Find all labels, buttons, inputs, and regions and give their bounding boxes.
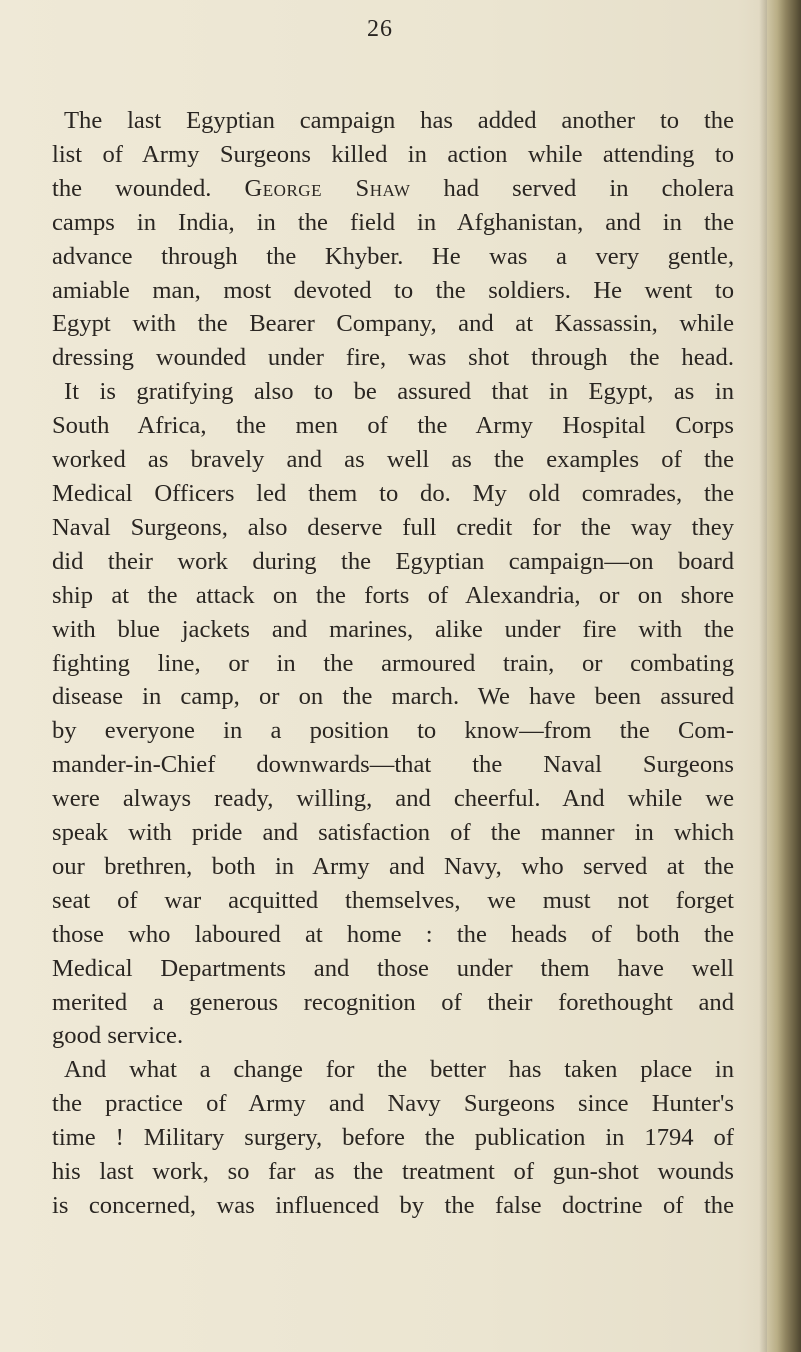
text-line: did their work during the Egyptian campaign—on board <box>52 547 734 575</box>
text-line: amiable man, most devoted to the soldiers. He went to <box>52 276 734 304</box>
text-line: It is gratifying also to be assured that in Egypt, as in <box>64 378 734 406</box>
text-line: disease in camp, or on the march. We have been assured <box>52 683 734 711</box>
text-line: speak with pride and satisfaction of the manner in which <box>52 819 734 847</box>
text-line: Naval Surgeons, also deserve full credit for the way they <box>52 513 734 541</box>
text-line: dressing wounded under fire, was shot through the head. <box>52 344 734 372</box>
text-span: had served in cholera <box>443 174 734 202</box>
text-line: camps in India, in the field in Afghanistan, and in the <box>52 208 734 236</box>
body-text <box>52 104 734 1223</box>
text-line: his last work, so far as the treatment of gun-shot wounds <box>52 1158 734 1186</box>
text-line: merited a generous recognition of their forethought and <box>52 988 734 1016</box>
text-line: fighting line, or in the armoured train, or combating <box>52 649 734 677</box>
text-span: the wounded. <box>52 174 212 202</box>
text-line: list of Army Surgeons killed in action while attending to <box>52 140 734 168</box>
text-line: by everyone in a position to know—from the Com- <box>52 717 734 745</box>
text-line: were always ready, willing, and cheerful. And while we <box>52 785 734 813</box>
text-line: worked as bravely and as well as the examples of the <box>52 446 734 474</box>
text-line: advance through the Khyber. He was a very gentle, <box>52 242 734 270</box>
text-line: the practice of Army and Navy Surgeons since Hunter's <box>52 1090 734 1118</box>
text-line: is concerned, was influenced by the false doctrine of the <box>52 1192 734 1219</box>
text-line: ship at the attack on the forts of Alexandria, or on shore <box>52 581 734 609</box>
book-binding-edge <box>767 0 801 1352</box>
page-number: 26 <box>367 16 393 42</box>
text-line: our brethren, both in Army and Navy, who served at the <box>52 852 734 880</box>
text-line: good service. <box>52 1022 184 1050</box>
text-line: South Africa, the men of the Army Hospital Corps <box>52 412 734 440</box>
text-line: Medical Officers led them to do. My old comrades, the <box>52 479 734 507</box>
text-line: those who laboured at home : the heads of both the <box>52 920 734 948</box>
text-line: mander-in-Chief downwards—that the Naval Surgeons <box>52 751 734 779</box>
text-line: The last Egyptian campaign has added another to the <box>64 107 734 134</box>
text-line: time ! Military surgery, before the publication in 1794 of <box>52 1124 734 1152</box>
text-line: with blue jackets and marines, alike under fire with the <box>52 615 734 643</box>
text-line: seat of war acquitted themselves, we must not forget <box>52 886 734 914</box>
text-line: And what a change for the better has taken place in <box>64 1056 734 1084</box>
page-gutter-shadow <box>759 0 767 1352</box>
text-line: Medical Departments and those under them have well <box>52 954 734 982</box>
text-line: Egypt with the Bearer Company, and at Kassassin, while <box>52 310 734 338</box>
person-name: George Shaw <box>244 174 411 202</box>
text-line <box>52 172 734 206</box>
